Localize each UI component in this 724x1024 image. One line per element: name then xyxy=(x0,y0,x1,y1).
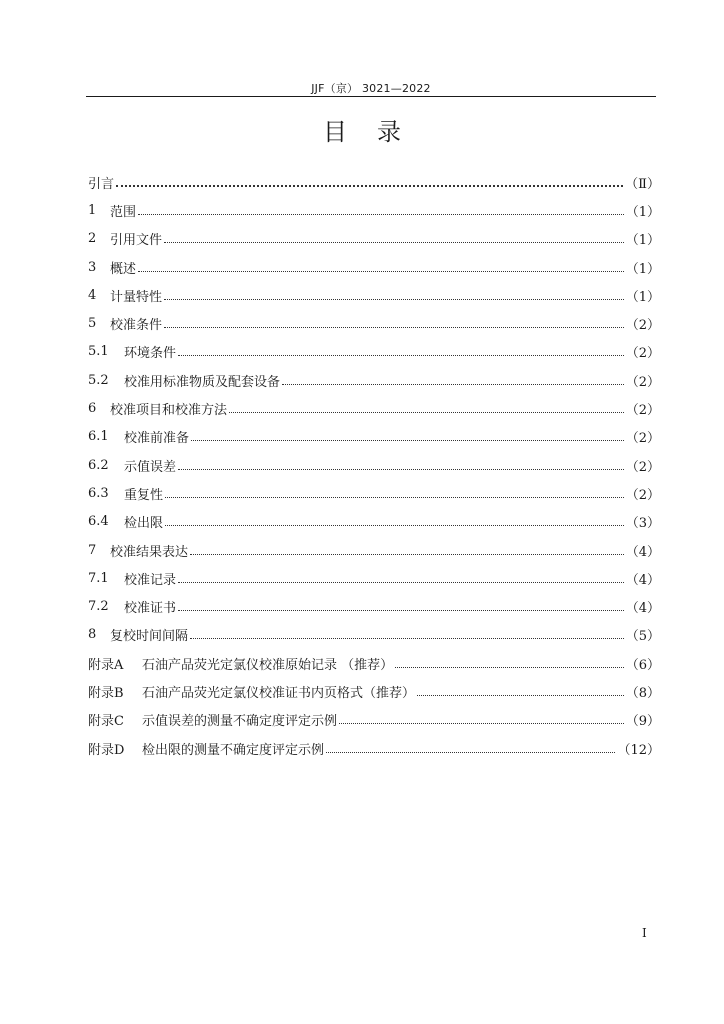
toc-label: 石油产品荧光定氯仪校准证书内页格式（推荐） xyxy=(142,685,416,701)
toc-page: （4） xyxy=(625,544,660,560)
toc-label: 校准前准备 xyxy=(124,431,190,447)
toc-page: （2） xyxy=(625,487,660,503)
toc-entry[interactable] xyxy=(88,451,660,479)
toc-number: 2 xyxy=(88,231,97,247)
toc-label: 引用文件 xyxy=(110,233,163,249)
toc-label: 计量特性 xyxy=(110,289,163,305)
toc-leader xyxy=(116,171,623,187)
toc-page: （Ⅱ） xyxy=(625,176,660,192)
toc-number: 5.1 xyxy=(88,344,109,360)
toc-page: （4） xyxy=(625,572,660,588)
toc-label: 概述 xyxy=(110,261,137,277)
toc-entry[interactable] xyxy=(88,366,660,394)
toc-label: 校准结果表达 xyxy=(110,544,189,560)
toc-entry-appendix[interactable] xyxy=(88,706,660,734)
toc-entry-appendix[interactable] xyxy=(88,734,660,762)
toc-label: 校准条件 xyxy=(110,318,163,334)
toc-label: 复校时间间隔 xyxy=(110,629,189,645)
toc-page: （1） xyxy=(625,261,660,277)
toc-number: 8 xyxy=(88,627,97,643)
toc-number: 4 xyxy=(88,287,97,303)
toc-label: 校准用标准物质及配套设备 xyxy=(124,374,281,390)
page-number: I xyxy=(642,926,647,940)
toc-entry[interactable] xyxy=(88,564,660,592)
toc-page: （3） xyxy=(625,516,660,532)
toc-leader xyxy=(164,313,624,328)
toc-entry[interactable] xyxy=(88,253,660,281)
toc-label: 检出限 xyxy=(124,516,164,532)
toc-label: 范围 xyxy=(110,204,137,220)
toc-number: 附录B xyxy=(88,685,124,701)
toc-page: （2） xyxy=(625,374,660,390)
toc-leader xyxy=(282,370,624,385)
toc-entry[interactable] xyxy=(88,394,660,422)
toc-number: 6 xyxy=(88,401,97,417)
toc-label: 重复性 xyxy=(124,487,164,503)
toc-leader xyxy=(190,540,624,555)
toc-page: （2） xyxy=(625,318,660,334)
toc-page: （2） xyxy=(625,346,660,362)
header-rule xyxy=(86,96,656,97)
toc-number: 6.3 xyxy=(88,485,109,501)
toc-entry[interactable] xyxy=(88,536,660,564)
toc-entry-appendix[interactable] xyxy=(88,649,660,677)
toc-label: 示值误差的测量不确定度评定示例 xyxy=(142,714,338,730)
toc-number: 7.2 xyxy=(88,599,109,615)
toc-number: 1 xyxy=(88,202,97,218)
toc-entry[interactable] xyxy=(88,225,660,253)
toc-leader xyxy=(326,738,615,753)
toc-leader xyxy=(165,483,624,498)
toc-entry[interactable] xyxy=(88,196,660,224)
toc-page: （1） xyxy=(625,204,660,220)
toc-leader xyxy=(178,568,624,583)
table-of-contents xyxy=(88,168,660,762)
toc-page: （2） xyxy=(625,431,660,447)
toc-entry-appendix[interactable] xyxy=(88,677,660,705)
toc-number: 附录A xyxy=(88,657,124,673)
toc-number: 5 xyxy=(88,316,97,332)
toc-leader xyxy=(190,624,624,639)
toc-entry[interactable] xyxy=(88,338,660,366)
toc-number: 7.1 xyxy=(88,570,109,586)
toc-entry[interactable] xyxy=(88,423,660,451)
toc-label: 石油产品荧光定氯仪校准原始记录 （推荐） xyxy=(142,657,394,673)
toc-page: （4） xyxy=(625,601,660,617)
document-header: JJF（京） 3021—2022 xyxy=(311,82,431,95)
toc-leader xyxy=(339,709,624,724)
toc-label: 校准项目和校准方法 xyxy=(110,403,228,419)
toc-number: 6.4 xyxy=(88,514,109,530)
toc-label: 引言 xyxy=(88,176,115,192)
toc-number: 附录C xyxy=(88,714,124,730)
toc-page: （5） xyxy=(625,629,660,645)
toc-leader xyxy=(395,653,624,668)
toc-number: 6.1 xyxy=(88,429,109,445)
toc-page: （2） xyxy=(625,459,660,475)
toc-leader xyxy=(191,426,624,441)
toc-page: （8） xyxy=(625,685,660,701)
toc-leader xyxy=(164,285,624,300)
toc-page: （1） xyxy=(625,233,660,249)
toc-leader xyxy=(178,596,624,611)
toc-entry-introduction[interactable] xyxy=(88,168,660,196)
toc-number: 3 xyxy=(88,259,97,275)
toc-leader xyxy=(178,455,624,470)
toc-page: （2） xyxy=(625,403,660,419)
toc-leader xyxy=(165,511,624,526)
toc-entry[interactable] xyxy=(88,281,660,309)
toc-label: 检出限的测量不确定度评定示例 xyxy=(142,742,325,758)
toc-number: 5.2 xyxy=(88,372,109,388)
toc-label: 校准证书 xyxy=(124,601,177,617)
toc-number: 7 xyxy=(88,542,97,558)
toc-label: 示值误差 xyxy=(124,459,177,475)
toc-label: 环境条件 xyxy=(124,346,177,362)
toc-entry[interactable] xyxy=(88,592,660,620)
page-title: 目录 xyxy=(323,118,431,146)
toc-label: 校准记录 xyxy=(124,572,177,588)
toc-leader xyxy=(164,228,624,243)
toc-page: （6） xyxy=(625,657,660,673)
toc-number: 附录D xyxy=(88,742,125,758)
toc-entry[interactable] xyxy=(88,309,660,337)
toc-leader xyxy=(417,681,624,696)
toc-entry[interactable] xyxy=(88,508,660,536)
toc-page: （12） xyxy=(617,742,660,758)
toc-entry[interactable] xyxy=(88,621,660,649)
toc-page: （9） xyxy=(625,714,660,730)
toc-page: （1） xyxy=(625,289,660,305)
toc-leader xyxy=(178,341,624,356)
toc-leader xyxy=(138,257,624,272)
toc-number: 6.2 xyxy=(88,457,109,473)
toc-entry[interactable] xyxy=(88,479,660,507)
toc-leader xyxy=(229,398,624,413)
toc-leader xyxy=(138,200,624,215)
